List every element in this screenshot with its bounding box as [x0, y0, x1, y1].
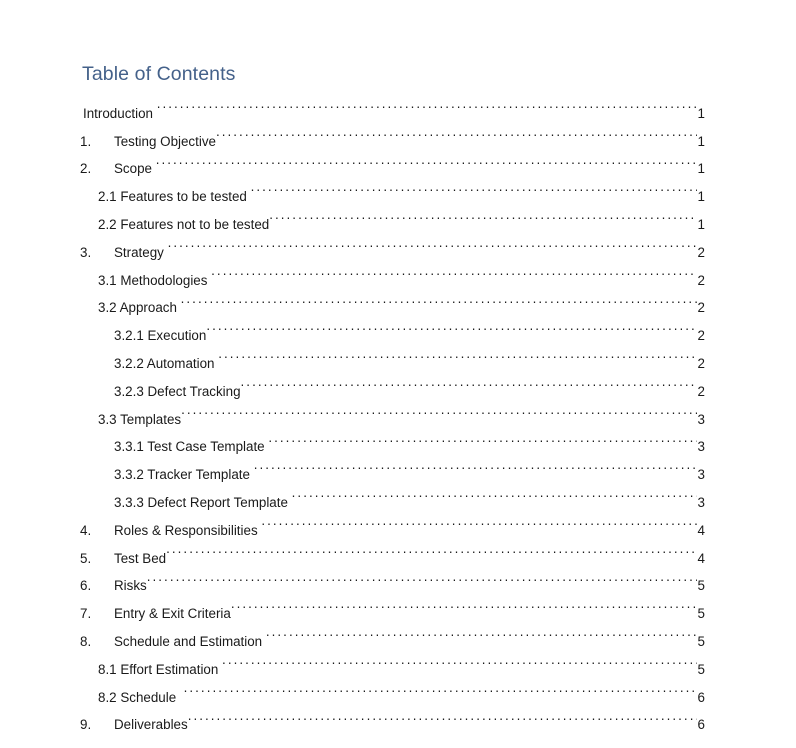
toc-entry-label: 3.1 Methodologies	[98, 272, 212, 288]
toc-entry[interactable]	[0, 702, 796, 733]
toc-entry-number: 1.	[80, 133, 92, 149]
toc-dot-leader	[211, 257, 696, 285]
toc-entry-page-number: 4	[697, 550, 705, 566]
toc-dot-leader	[181, 285, 697, 313]
toc-entry-row	[98, 396, 705, 427]
toc-entry-row	[80, 118, 705, 149]
toc-entry-page-number: 2	[697, 383, 705, 399]
toc-entry-label: Scope	[114, 161, 156, 177]
toc-entry-row	[80, 229, 705, 260]
toc-entry-page-number: 1	[697, 105, 705, 121]
toc-entry-label: Schedule and Estimation	[114, 633, 266, 649]
toc-entry-row	[80, 146, 705, 177]
toc-entry[interactable]	[0, 535, 796, 566]
toc-dot-leader	[184, 674, 697, 702]
toc-entry-row	[98, 285, 705, 316]
toc-entry-row	[98, 674, 705, 705]
toc-entry-page-number: 2	[697, 328, 705, 344]
toc-entry-label: Introduction	[83, 105, 157, 121]
toc-entry-row	[98, 646, 705, 677]
toc-entry[interactable]	[0, 340, 796, 371]
toc-entry[interactable]	[0, 590, 796, 622]
toc-entry-page-number: 3	[697, 439, 705, 455]
toc-entry-label: 3.3.2 Tracker Template	[114, 467, 254, 483]
toc-entry-page-number: 6	[697, 689, 705, 705]
toc-dot-leader	[147, 563, 697, 591]
toc-entry-row	[114, 451, 705, 483]
toc-entry-page-number: 5	[697, 633, 705, 649]
toc-entry-row	[80, 535, 705, 566]
toc-entry[interactable]	[0, 90, 796, 121]
toc-entry-label: 8.2 Schedule	[98, 689, 184, 705]
toc-entry[interactable]	[0, 424, 796, 455]
toc-entry-number: 2.	[80, 161, 92, 177]
toc-dot-leader	[157, 90, 697, 118]
toc-entry-number: 7.	[80, 606, 92, 622]
toc-entry-row	[98, 173, 705, 205]
toc-entry-page-number: 2	[697, 300, 705, 316]
toc-entry-label: 8.1 Effort Estimation	[98, 661, 223, 677]
toc-entry[interactable]	[0, 646, 796, 677]
toc-entry[interactable]	[0, 618, 796, 649]
toc-entry-label: 3.2.1 Execution	[114, 328, 207, 344]
toc-entry-label: 3.3.3 Defect Report Template	[114, 494, 292, 510]
toc-entry-page-number: 4	[697, 522, 705, 538]
toc-entry-row	[114, 340, 705, 371]
toc-entry-page-number: 5	[697, 661, 705, 677]
toc-entry-page-number: 1	[697, 133, 705, 149]
toc-entry-row	[80, 563, 705, 594]
toc-entry[interactable]	[0, 146, 796, 177]
toc-entry[interactable]	[0, 507, 796, 538]
toc-dot-leader	[231, 590, 697, 618]
toc-entry[interactable]	[0, 563, 796, 594]
toc-dot-leader	[156, 146, 697, 174]
toc-entry[interactable]	[0, 173, 796, 205]
toc-dot-leader	[166, 535, 696, 563]
toc-entry-row	[80, 618, 705, 649]
toc-entry[interactable]	[0, 479, 796, 510]
toc-entry-number: 5.	[80, 550, 92, 566]
toc-entry[interactable]	[0, 451, 796, 483]
toc-entry-page-number: 1	[697, 189, 705, 205]
toc-entry-page-number: 3	[697, 494, 705, 510]
toc-entry-page-number: 2	[697, 355, 705, 371]
toc-entry-label: Test Bed	[114, 550, 167, 566]
toc-dot-leader	[266, 618, 697, 646]
toc-entry-page-number: 2	[697, 272, 705, 288]
toc-dot-leader	[188, 702, 697, 730]
toc-dot-leader	[269, 201, 696, 229]
toc-dot-leader	[216, 118, 697, 146]
toc-dot-leader	[268, 424, 696, 452]
toc-entry-page-number: 1	[697, 216, 705, 232]
toc-entry-row	[114, 479, 705, 510]
toc-dot-leader	[168, 229, 697, 257]
toc-entry-row	[80, 702, 705, 733]
toc-entry-label: Testing Objective	[114, 133, 216, 149]
toc-entry-row	[80, 590, 705, 622]
toc-entry[interactable]	[0, 674, 796, 705]
toc-entry-label: Strategy	[114, 244, 168, 260]
toc-dot-leader	[292, 479, 697, 507]
toc-entry-label: 3.3.1 Test Case Template	[114, 439, 269, 455]
toc-entry-row	[80, 507, 705, 538]
toc-entry-label: 2.1 Features to be tested	[98, 189, 251, 205]
toc-entry[interactable]	[0, 118, 796, 149]
toc-dot-leader	[181, 396, 696, 424]
toc-dot-leader	[241, 368, 697, 396]
toc-entry-label: 3.3 Templates	[98, 411, 182, 427]
toc-entry-label: Entry & Exit Criteria	[114, 606, 231, 622]
toc-entry[interactable]	[0, 229, 796, 260]
toc-entry-label: 3.2.2 Automation	[114, 355, 219, 371]
toc-dot-leader	[222, 646, 697, 674]
page-title: Table of Contents	[82, 63, 236, 85]
toc-entry-page-number: 3	[697, 411, 705, 427]
toc-dot-leader	[206, 312, 696, 340]
toc-entry[interactable]	[0, 201, 796, 232]
toc-entry-page-number: 2	[697, 244, 705, 260]
toc-dot-leader	[251, 173, 697, 201]
toc-entry-number: 3.	[80, 244, 92, 260]
toc-entry[interactable]	[0, 312, 796, 344]
toc-dot-leader	[218, 340, 696, 368]
toc-entry-row	[114, 424, 705, 455]
toc-entry[interactable]	[0, 368, 796, 399]
toc-entry[interactable]	[0, 285, 796, 316]
toc-entry-row	[83, 90, 705, 121]
toc-entry-number: 4.	[80, 522, 92, 538]
toc-entry-label: 2.2 Features not to be tested	[98, 216, 270, 232]
toc-entry-label: 3.2.3 Defect Tracking	[114, 383, 241, 399]
toc-entry-row	[114, 368, 705, 399]
toc-entry-number: 6.	[80, 578, 92, 594]
toc-entry-page-number: 6	[697, 717, 705, 733]
toc-entry[interactable]	[0, 396, 796, 427]
toc-entry-page-number: 5	[697, 606, 705, 622]
toc-entry-label: Roles & Responsibilities	[114, 522, 262, 538]
toc-entry-row	[98, 201, 705, 232]
toc-entry-page-number: 1	[697, 161, 705, 177]
toc-entry-label: 3.2 Approach	[98, 300, 181, 316]
toc-entry-row	[114, 312, 705, 344]
toc-dot-leader	[261, 507, 696, 535]
toc-entry-page-number: 3	[697, 467, 705, 483]
toc-dot-leader	[254, 451, 697, 479]
toc-entry-number: 9.	[80, 717, 92, 733]
toc-entry-row	[98, 257, 705, 288]
toc-entry-number: 8.	[80, 633, 92, 649]
toc-entry-label: Risks	[114, 578, 147, 594]
toc-entry-label: Deliverables	[114, 717, 188, 733]
toc-entry-page-number: 5	[697, 578, 705, 594]
toc-entry[interactable]	[0, 257, 796, 288]
